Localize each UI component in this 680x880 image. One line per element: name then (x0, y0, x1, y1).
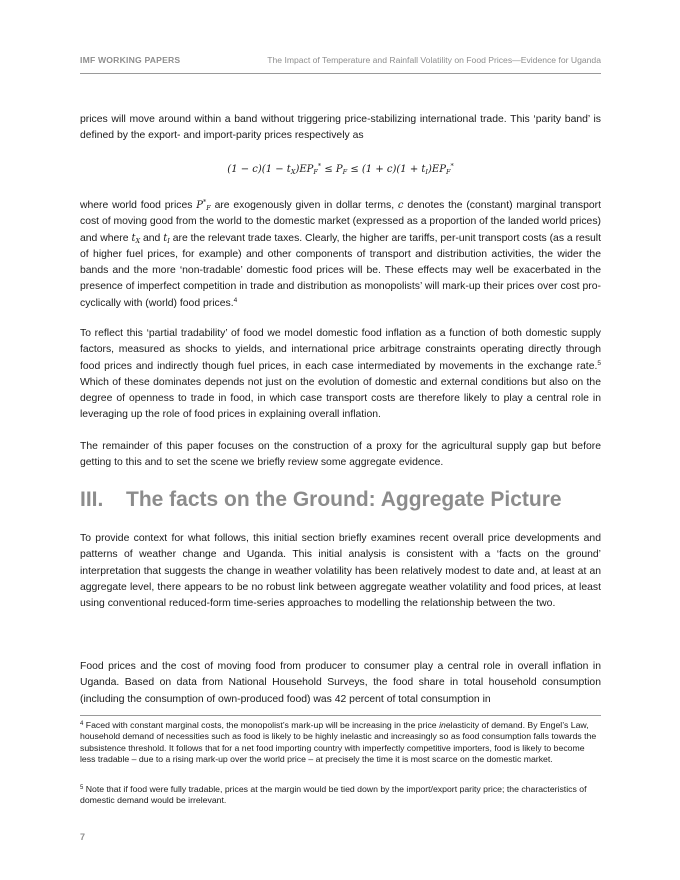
equation-part: (1 − c)(1 − t (227, 164, 291, 175)
footnote-divider (80, 715, 601, 716)
footnote-text: elasticity of demand. By Engel’s Law, household demand of necessities such as food is likely to be highly inelastic and increasingly so as food consumption falls towards the subsistence threshold. It follows that for a net food importing country with imperfectly competitive importers, food is likely to become less tradable – due to a rising mark-up over the world price – at precisely the time it is most scarce on the domestic market. (80, 720, 597, 765)
page-number: 7 (80, 832, 86, 842)
math-subscript: I (167, 236, 170, 245)
section-number: III. (80, 488, 104, 511)
paragraph-text: The remainder of this paper focuses on the construction of a proxy for the agricultural supply gap but before getting to this and to set the scene we briefly review some aggregate evidence. (80, 441, 601, 469)
math-symbol: t (163, 232, 168, 244)
header-series-title: IMF WORKING PAPERS (80, 55, 181, 65)
section-title: The facts on the Ground: Aggregate Picture (126, 488, 562, 511)
footnote-reference-4[interactable]: 4 (233, 296, 238, 304)
header-paper-title: The Impact of Temperature and Rainfall Volatility on Food Prices—Evidence for Uganda (267, 55, 601, 65)
math-world-price (196, 200, 211, 211)
equation-subscript: F (342, 168, 348, 176)
section-heading (80, 488, 601, 512)
paragraph-text: To reflect this ‘partial tradability’ of food we model domestic food inflation as a function of both domestic supply factors, measured as shocks to yields, and international price arbitrage constraints operating directly through food prices and indirectly though fuel prices, in each case intermediated by movements in the exchange rate. (80, 328, 601, 372)
math-subscript: F (206, 204, 211, 212)
math-import-tax (163, 233, 170, 244)
paragraph-food-prices (80, 659, 601, 708)
paragraph-text: Which of these dominates depends not just on the evolution of domestic and external conditions but also on the degree of openness to trade in food, in which case transport costs are therefore likely to play a central role in leveraging up the role of food prices in explaining overall inflation. (80, 376, 601, 421)
math-symbol: P (196, 200, 203, 211)
equation-part: ≤ (1 + c)(1 + t (347, 164, 426, 175)
equation-part: )EP (428, 164, 446, 175)
paragraph-text: prices will move around within a band without triggering price-stabilizing international trade. This ‘parity band’ is defined by the export- and import-parity prices respectively as (80, 114, 601, 142)
equation-superscript: * (450, 162, 454, 170)
footnote-4 (80, 720, 601, 766)
math-transport-cost: c (397, 200, 404, 211)
footnote-number: 4 (80, 721, 84, 727)
paragraph-text: and (140, 232, 164, 244)
parity-band-equation (80, 164, 601, 175)
paragraph-world-food-prices (80, 198, 601, 312)
math-superscript: * (203, 198, 207, 206)
paragraph-remainder (80, 439, 601, 472)
paragraph-text: are the relevant trade taxes. Clearly, the higher are tariffs, per-unit transport costs (as a result of higher fuel prices, for example) and other components of transport and distribution activities, the wider the bands and the more ‘non-tradable’ domestic food prices will be. These effects may well be exacerbated in the presence of imperfect competition in trade and distribution as monopolists’ will mark-up their prices over cost pro-cyclically with (world) food prices. (80, 232, 601, 309)
equation-subscript: X (290, 168, 296, 176)
paragraph-text: where world food prices (80, 200, 197, 211)
math-export-tax (131, 233, 140, 244)
footnote-emphasis: in (439, 720, 446, 730)
math-subscript: X (135, 236, 141, 245)
math-symbol: t (131, 232, 136, 244)
paragraph-partial-tradability (80, 326, 601, 424)
paragraph-text: are exogenously given in dollar terms, (210, 200, 398, 211)
equation-subscript: I (425, 168, 428, 176)
equation-subscript: F (445, 168, 451, 176)
equation-part: ≤ P (321, 164, 343, 175)
paragraph-text: denotes the (constant) marginal transport cost of moving good from the world to the domestic market (expressed as a proportion of the landed world prices) and where (80, 200, 601, 244)
footnote-5 (80, 784, 601, 807)
running-header (80, 55, 601, 74)
footnote-text: Note that if food were fully tradable, prices at the margin would be tied down by the import/export parity price; the characteristics of domestic demand would be irrelevant. (80, 784, 587, 806)
paragraph-parity-band (80, 112, 601, 145)
footnote-reference-5[interactable]: 5 (597, 359, 601, 367)
paragraph-context (80, 531, 601, 612)
paragraph-text: Food prices and the cost of moving food from producer to consumer play a central role in overall inflation in Uganda. Based on data from National Household Surveys, the food share in total household consumption (including the consumption of own-produced food) was 42 percent of total consumption in (80, 661, 601, 705)
equation-subscript: F (313, 168, 318, 176)
equation-part: )EP (295, 164, 314, 175)
footnote-text: Faced with constant marginal costs, the monopolist’s mark-up will be increasing in the price (83, 720, 440, 730)
footnote-number: 5 (80, 785, 84, 791)
paragraph-text: To provide context for what follows, this initial section briefly examines recent overall price developments and patterns of weather change and Uganda. This initial analysis is consistent with a ‘facts on the ground’ interpretation that suggests the change in weather volatility has been relatively modest to date and, at least at an aggregate level, there appears to be no robust link between aggregate weather volatility and food prices, at least using conventional reduced-form time-series approaches to modelling the relationship between the two. (80, 533, 601, 610)
equation-superscript: * (317, 162, 322, 170)
